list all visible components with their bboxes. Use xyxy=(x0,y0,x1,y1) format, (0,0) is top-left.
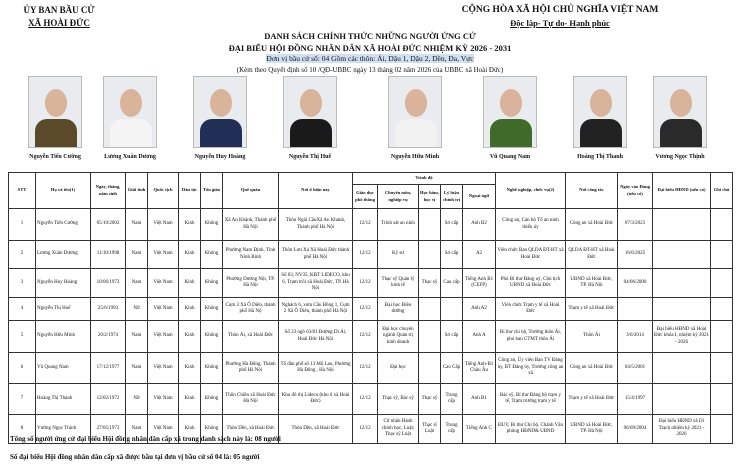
table-cell: UBND xã Hoài Đức, TP. Hà Nội xyxy=(566,269,618,298)
table-cell: 4 xyxy=(9,298,36,321)
table-cell: Thạc sỹ, Bác sỹ xyxy=(378,384,419,415)
table-cell: 1 xyxy=(9,209,36,241)
table-row xyxy=(9,353,733,384)
table-cell: Thôn Ái xyxy=(566,321,618,353)
candidate-photo-caption: Hoàng Thị Thanh xyxy=(577,154,623,160)
table-cell: Cao Cấp xyxy=(441,353,463,384)
table-cell: Bí thư chi bộ, Trưởng thôn Ái, phó ban CTMT thôn Ái xyxy=(496,321,566,353)
table-cell: Không xyxy=(201,353,223,384)
table-cell: Số 03, NV35, KĐT LIDECO, khu 6, Trạm trôi xã Hoài Đức, TP. Hà Nội xyxy=(279,269,353,298)
table-cell: Không xyxy=(201,269,223,298)
candidate-photo-caption: Vương Ngọc Thịnh xyxy=(655,154,705,160)
candidate-photo-caption: Nguyễn Thị Huế xyxy=(288,154,332,160)
table-cell: Anh A2 xyxy=(463,298,496,321)
table-cell xyxy=(419,241,441,269)
table-cell: Đại biểu HĐND xã Hoài Đức khóa I, nhiệm kỳ 2021 - 2026 xyxy=(653,321,711,353)
col-ethnicity: Dân tộc xyxy=(179,173,201,209)
table-cell: Kinh xyxy=(179,241,201,269)
col-education: Trình độ xyxy=(353,173,496,185)
table-cell: Số 23 ngõ 63/81 Đường Di Ái, Hoài Đức Hà Nội xyxy=(279,321,353,353)
table-cell: Nguyễn Thị Huế xyxy=(36,298,91,321)
table-cell: Nam xyxy=(126,321,148,353)
col-religion: Tôn giáo xyxy=(201,173,223,209)
org-line1: ỦY BAN BẦU CỬ xyxy=(23,5,95,15)
col-note: Ghi chú xyxy=(711,173,733,209)
table-cell: Kinh xyxy=(179,298,201,321)
table-cell: Kinh xyxy=(179,209,201,241)
table-cell: Không xyxy=(201,384,223,415)
table-cell: 6 xyxy=(9,353,36,384)
table-cell: ĐUV, Bí thư Chi bộ, Chánh Văn phòng HĐND& UBND xyxy=(496,415,566,444)
table-cell: 12/12 xyxy=(353,209,378,241)
col-gender: Giới tính xyxy=(126,173,148,209)
table-cell xyxy=(653,209,711,241)
table-cell: Tiếng Anh-B1 Châu Âu xyxy=(463,353,496,384)
table-cell: Phường Hà Đông, Thành phố Hà Nội xyxy=(223,353,279,384)
table-cell: Nguyễn Tiến Cường xyxy=(36,209,91,241)
candidate-photo-caption: Lương Xuân Dương xyxy=(104,154,156,160)
table-cell: Trung cấp xyxy=(441,384,463,415)
table-cell: Thôn Dền, xã Hoài Đức xyxy=(223,415,279,444)
table-cell: Viên chức Ban QLDA ĐT-HT xã Hoài Đức xyxy=(496,241,566,269)
table-cell: 06/09/2004 xyxy=(618,415,653,444)
table-cell: Kỹ sư xyxy=(378,241,419,269)
document-title xyxy=(0,30,740,54)
table-cell: Anh A xyxy=(463,321,496,353)
table-cell: Nam xyxy=(126,241,148,269)
table-cell: Nguyễn Huy Hoàng xyxy=(36,269,91,298)
col-stt: STT xyxy=(9,173,36,209)
table-cell: Trạm y tế xã Hoài Đức xyxy=(566,384,618,415)
candidate-photo xyxy=(103,76,157,148)
col-name: Họ và tên(1) xyxy=(36,173,91,209)
table-cell: Đại học chuyên ngành Quản trị kinh doanh xyxy=(378,321,419,353)
footer-total: Tổng số người ứng cử đại biểu Hội đồng nhân dân cấp xã trong danh sách này là: 08 người xyxy=(10,435,281,443)
title-line1: DANH SÁCH CHÍNH THỨC NHỮNG NGƯỜI ỨNG CỬ xyxy=(264,31,476,41)
table-cell: Trung cấp xyxy=(441,415,463,444)
table-cell xyxy=(419,321,441,353)
table-cell: Việt Nam xyxy=(148,353,179,384)
table-cell: 12/12 xyxy=(353,353,378,384)
table-cell xyxy=(711,415,733,444)
table-cell: Xã An Khánh, Thành phố Hà Nội xyxy=(223,209,279,241)
table-cell: Anh B1 xyxy=(463,384,496,415)
table-row xyxy=(9,209,733,241)
table-cell: Vũ Quang Nam xyxy=(36,353,91,384)
table-cell: Công an xã Hoài Đức xyxy=(566,353,618,384)
candidate-photo xyxy=(573,76,627,148)
candidate-photo-caption: Vũ Quang Nam xyxy=(489,154,531,160)
table-cell: Viên chức Trạm y tế xã Hoài Đức xyxy=(496,298,566,321)
election-unit-text: Đơn vị bầu cử số: 04 Gồm các thôn: Ái, Dậu 1, Dậu 2, Dền, Đa, Vực xyxy=(266,54,474,63)
table-cell: Không xyxy=(201,298,223,321)
table-cell: Thôn Dền, xã Hoài Đức xyxy=(279,415,353,444)
table-cell: Nam xyxy=(126,415,148,444)
table-cell: Công an, Ủy viên Ban TV Đảng ủy, BT Đảng ủy, Trưởng công an xã xyxy=(496,353,566,384)
candidate-photo-caption: Nguyễn Tiến Cường xyxy=(29,154,81,160)
table-cell: 11/10/1998 xyxy=(91,241,126,269)
table-cell xyxy=(711,209,733,241)
candidate-photo xyxy=(28,76,82,148)
col-residence: Nơi ở hiện nay xyxy=(279,173,353,209)
candidate-table xyxy=(8,172,733,444)
table-cell: Không xyxy=(201,415,223,444)
table-cell: Thôn Lưu Xá Xã Hoài Đức thành phố Hà Nội xyxy=(279,241,353,269)
table-cell xyxy=(419,353,441,384)
issuing-authority xyxy=(14,4,104,30)
table-cell xyxy=(711,298,733,321)
table-cell: 07/3/2023 xyxy=(618,209,653,241)
table-cell: Không xyxy=(201,321,223,353)
col-degree: Học hàm, học vị xyxy=(419,185,441,209)
table-cell: 12/12 xyxy=(353,241,378,269)
candidate-photo xyxy=(483,76,537,148)
table-cell: Trinh sát an ninh xyxy=(378,209,419,241)
table-cell: Sơ cấp xyxy=(441,321,463,353)
table-cell: Cụm 2 Xã Ô Diên, thành phố Hà Nộ xyxy=(223,298,279,321)
table-cell: Cao cấp xyxy=(441,269,463,298)
table-cell: Sơ cấp xyxy=(441,209,463,241)
table-cell xyxy=(711,269,733,298)
attachment-note: (Kèm theo Quyết định số 10 /QĐ-UBBC ngày 13 tháng 02 năm 2026 của UBBC xã Hoài Đức) xyxy=(236,66,504,74)
table-cell: 27/05/1973 xyxy=(91,415,126,444)
table-cell: Nghách 6, xóm Cầu Bồng 1, Cụm 2 Xã Ô Diên, thành phố Hà Nội xyxy=(279,298,353,321)
table-cell: 12/12 xyxy=(353,269,378,298)
col-delegate: Đại biểu HĐND (nếu có) xyxy=(653,173,711,209)
table-cell: 12/12 xyxy=(353,298,378,321)
table-cell: Thạc sỹ Quản lý kinh tế xyxy=(378,269,419,298)
table-cell: Đại học Điều dưỡng xyxy=(378,298,419,321)
table-cell: 16/6/2025 xyxy=(618,241,653,269)
table-cell: Anh B2 xyxy=(463,209,496,241)
table-cell: Việt Nam xyxy=(148,241,179,269)
table-cell xyxy=(711,384,733,415)
table-cell: Không xyxy=(201,241,223,269)
table-cell: 12/02/1972 xyxy=(91,384,126,415)
candidate-photo-caption: Nguyễn Hữu Minh xyxy=(390,154,440,160)
table-cell xyxy=(618,298,653,321)
table-cell: Cử nhân Hành chính học, Luật; Thạc sỹ Luật xyxy=(378,415,419,444)
table-cell: Thạc sỹ xyxy=(419,384,441,415)
table-cell: Công an xã Hoài Đức xyxy=(566,209,618,241)
table-cell xyxy=(653,384,711,415)
table-cell: Phó Bí thư Đảng uỷ, Chủ tịch UBND xã Hoài Đức xyxy=(496,269,566,298)
table-cell xyxy=(711,353,733,384)
table-cell: Khu đô thị Lideco (khu 6 xã Hoài Đức) xyxy=(279,384,353,415)
table-cell: 05/10/2002 xyxy=(91,209,126,241)
table-cell: Việt Nam xyxy=(148,298,179,321)
table-cell xyxy=(653,353,711,384)
col-general-edu: Giáo dục phổ thông xyxy=(353,185,378,209)
col-language: Ngoại ngữ xyxy=(463,185,496,209)
table-cell: Việt Nam xyxy=(148,384,179,415)
nation-name: CỘNG HÒA XÃ HỘI CHỦ NGHĨA VIỆT NAM xyxy=(461,5,659,15)
candidate-photo xyxy=(653,76,707,148)
table-cell: Nam xyxy=(126,353,148,384)
table-cell: 04/06/2000 xyxy=(618,269,653,298)
col-politics: Lý luận chính trị xyxy=(441,185,463,209)
table-cell: Thôn Ngải CầuXã An Khánh, Thành phố Hà Nội xyxy=(279,209,353,241)
col-hometown: Quê quán xyxy=(223,173,279,209)
col-nationality: Quốc tịch xyxy=(148,173,179,209)
org-line2: XÃ HOÀI ĐỨC xyxy=(28,18,90,28)
table-cell: Thạc sĩ Luật xyxy=(419,415,441,444)
table-cell: Việt Nam xyxy=(148,321,179,353)
table-cell: 8 xyxy=(9,415,36,444)
table-cell: Tiếng Anh B1 (CEFP) xyxy=(463,269,496,298)
table-cell: Nữ xyxy=(126,298,148,321)
table-cell: 3/6/2014 xyxy=(618,321,653,353)
table-cell: Hoàng Thị Thanh xyxy=(36,384,91,415)
table-cell: Phường Dương Nội, TP. Hà Nội xyxy=(223,269,279,298)
table-cell: Trạm y tế xã Hoài Đức xyxy=(566,298,618,321)
table-row xyxy=(9,298,733,321)
table-cell: Đại biểu HĐND xã Di Trạch nhiệm kỳ 2021 - 2026 xyxy=(653,415,711,444)
table-cell: Việt Nam xyxy=(148,209,179,241)
candidate-photo xyxy=(388,76,442,148)
table-row xyxy=(9,269,733,298)
table-cell: 2 xyxy=(9,241,36,269)
national-header xyxy=(430,4,690,30)
table-cell: 12/12 xyxy=(353,415,378,444)
motto: Độc lập- Tự do- Hạnh phúc xyxy=(510,18,610,28)
election-unit xyxy=(0,54,740,63)
table-cell: Phường Nam Định, Tỉnh Ninh Bình xyxy=(223,241,279,269)
table-cell: Kinh xyxy=(179,269,201,298)
table-cell: 17/12/1977 xyxy=(91,353,126,384)
table-cell xyxy=(653,241,711,269)
table-cell: Thôn Chiền xã Hoài Đức Hà Nội xyxy=(223,384,279,415)
candidate-photo xyxy=(193,76,247,148)
table-cell: 7 xyxy=(9,384,36,415)
col-dob: Ngày, tháng, năm sinh xyxy=(91,173,126,209)
candidate-photo xyxy=(283,76,337,148)
table-cell xyxy=(419,298,441,321)
table-cell: Kinh xyxy=(179,415,201,444)
table-cell xyxy=(653,298,711,321)
table-cell: Nam xyxy=(126,269,148,298)
table-cell: 04/5/2001 xyxy=(618,353,653,384)
table-row xyxy=(9,321,733,353)
table-cell: 10/06/1973 xyxy=(91,269,126,298)
col-job: Nghề nghiệp, chức vụ(2) xyxy=(496,173,566,209)
table-cell: 12/12 xyxy=(353,321,378,353)
table-cell: Kinh xyxy=(179,353,201,384)
candidate-photo-caption: Nguyễn Huy Hoàng xyxy=(194,154,246,160)
table-cell: Kinh xyxy=(179,384,201,415)
table-cell: A2 xyxy=(463,241,496,269)
table-cell: Nam xyxy=(126,209,148,241)
col-party: Ngày vào Đảng (nếu có) xyxy=(618,173,653,209)
table-cell: Việt Nam xyxy=(148,269,179,298)
table-cell xyxy=(653,269,711,298)
table-cell: Việt Nam xyxy=(148,415,179,444)
col-workplace: Nơi công tác xyxy=(566,173,618,209)
table-cell: Tiếng Anh C xyxy=(463,415,496,444)
table-cell: Kinh xyxy=(179,321,201,353)
table-cell: 15/4/1997 xyxy=(618,384,653,415)
col-specialty: Chuyên môn, nghiệp vụ xyxy=(378,185,419,209)
table-cell xyxy=(419,209,441,241)
table-row xyxy=(9,241,733,269)
table-cell xyxy=(711,241,733,269)
table-cell: Bác sỹ, Bí thư Đảng bộ trạm y tế, Trạm trưởng trạm y tế xyxy=(496,384,566,415)
table-cell: Công an, Cán bộ Tổ an ninh thiếu úy xyxy=(496,209,566,241)
table-cell: 5 xyxy=(9,321,36,353)
table-cell: Tổ dân phố số 13 Mộ Lao, Phường Hà Đông , Hà Nội xyxy=(279,353,353,384)
table-cell: 20/2/1974 xyxy=(91,321,126,353)
table-cell xyxy=(441,298,463,321)
table-cell: 12/12 xyxy=(353,384,378,415)
table-cell: QLDA ĐT-HT xã Hoài Đức xyxy=(566,241,618,269)
table-row xyxy=(9,384,733,415)
title-line2: ĐẠI BIỂU HỘI ĐỒNG NHÂN DÂN XÃ HOÀI ĐỨC NHIỆM KỲ 2026 - 2031 xyxy=(228,43,512,53)
table-cell xyxy=(711,321,733,353)
table-cell: UBND xã Hoài Đức, TP. Hà Nội xyxy=(566,415,618,444)
table-cell: 3 xyxy=(9,269,36,298)
table-cell: Lương Xuân Dương xyxy=(36,241,91,269)
table-cell: Không xyxy=(201,209,223,241)
table-cell: Thôn Ái, xã Hoài Đức xyxy=(223,321,279,353)
table-cell: Nữ xyxy=(126,384,148,415)
footer-seats: Số đại biểu Hội đồng nhân dân cấp xã được bầu tại đơn vị bầu cử số 04 là: 05 người xyxy=(10,453,260,461)
table-cell: Vương Ngọc Thịnh xyxy=(36,415,91,444)
table-cell: Sơ cấp xyxy=(441,241,463,269)
table-cell: 25/6/1993 xyxy=(91,298,126,321)
table-cell: Đại học xyxy=(378,353,419,384)
table-cell: Nguyễn Hữu Minh xyxy=(36,321,91,353)
table-cell: Thạc sỹ xyxy=(419,269,441,298)
